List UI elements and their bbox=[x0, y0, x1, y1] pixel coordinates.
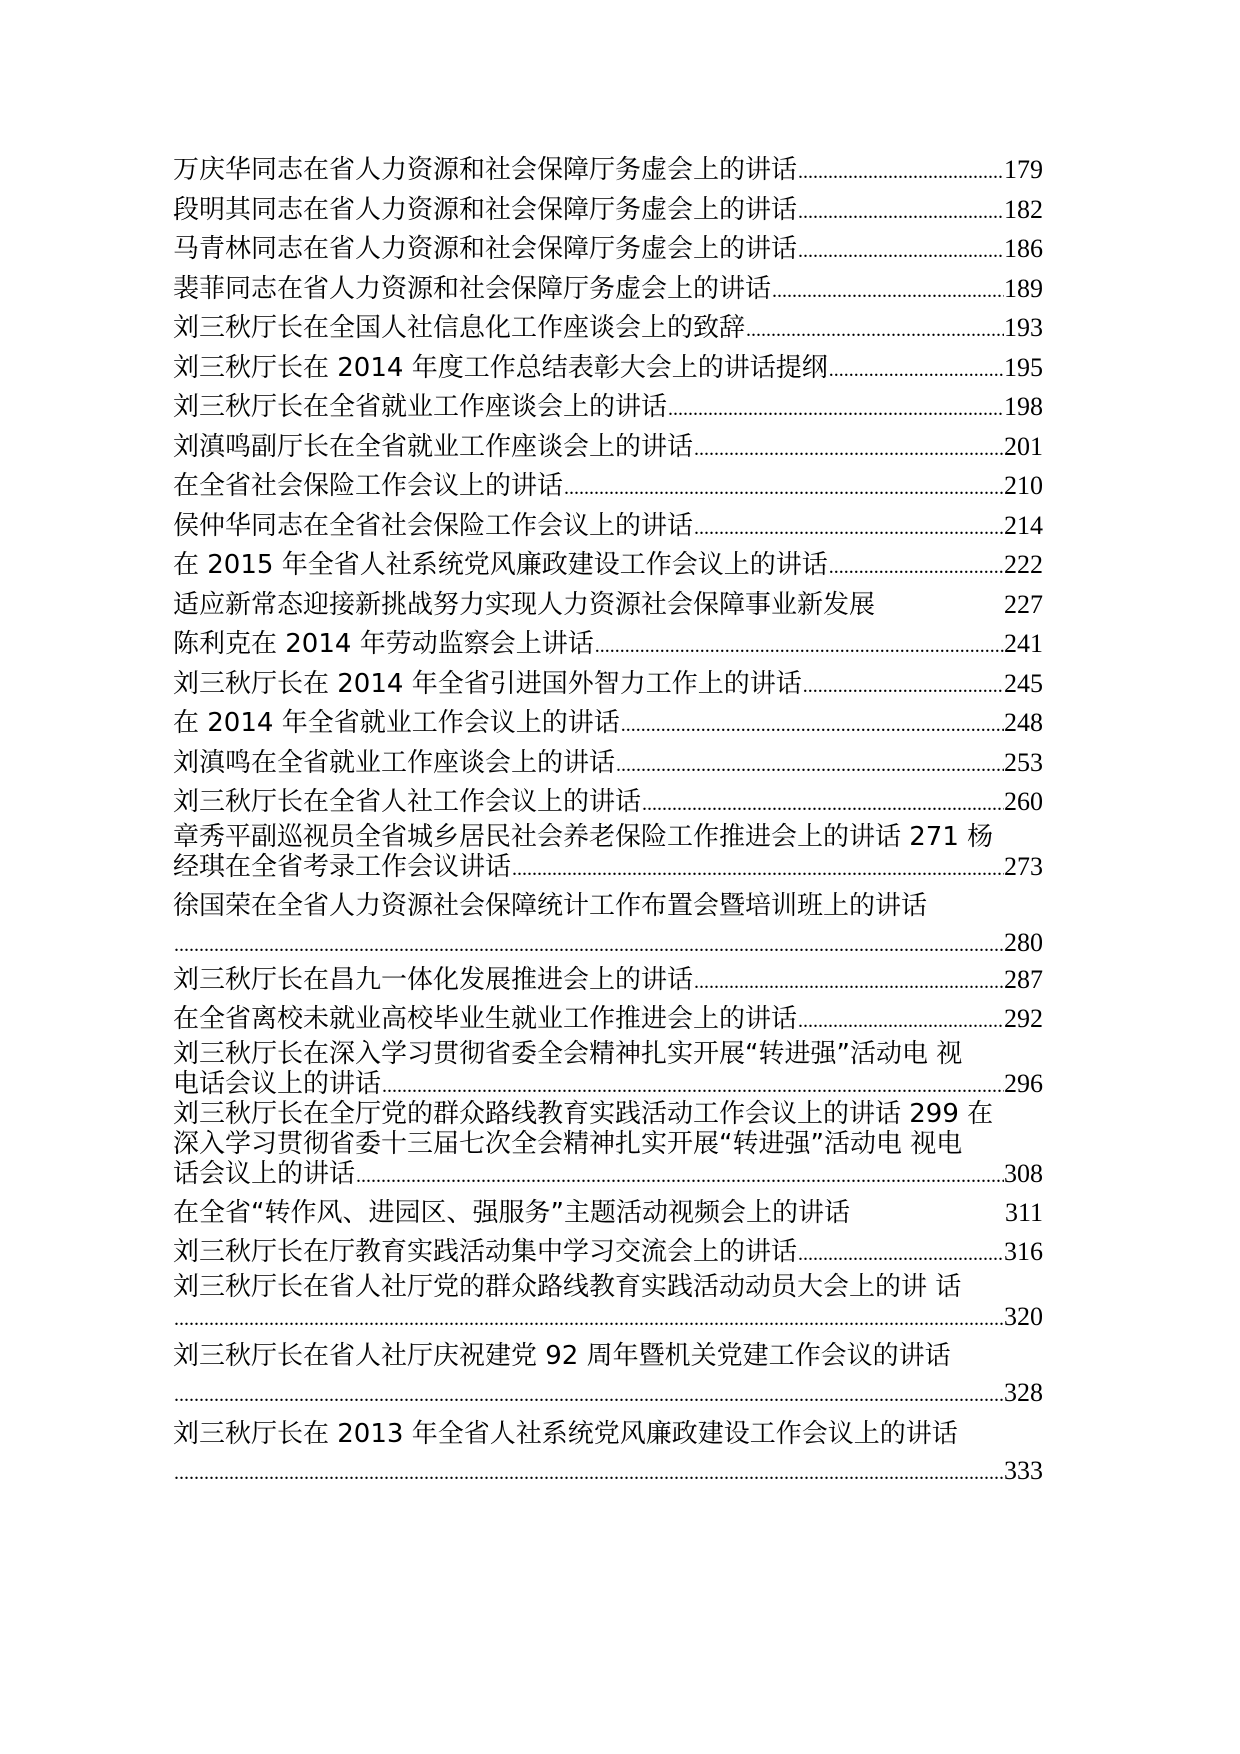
toc-entry-title: 话会议上的讲话 bbox=[173, 1158, 356, 1189]
toc-entry bbox=[173, 1099, 1043, 1129]
toc-entry-page: 193 bbox=[1004, 313, 1043, 342]
toc-entry-page: 195 bbox=[1004, 352, 1043, 382]
toc-entry bbox=[173, 1272, 1043, 1302]
toc-entry-title: 电话会议上的讲话 bbox=[173, 1068, 382, 1099]
toc-entry-title: 经琪在全省考录工作会议讲话 bbox=[173, 851, 512, 882]
toc-entry bbox=[173, 1159, 1043, 1189]
toc-entry-title: 刘三秋厅长在省人社厅庆祝建党 92 周年暨机关党建工作会议的讲话 bbox=[173, 1340, 951, 1371]
toc-entry-page: 287 bbox=[1004, 964, 1043, 994]
dot-leader bbox=[355, 1161, 1004, 1189]
toc-entry-page: 179 bbox=[1004, 155, 1043, 184]
toc-entry bbox=[173, 852, 1043, 882]
dot-leader bbox=[828, 351, 1004, 388]
toc-entry-page: 214 bbox=[1004, 510, 1043, 540]
toc-entry-page: 273 bbox=[1004, 851, 1043, 881]
toc-entry-title: 在全省离校未就业高校毕业生就业工作推进会上的讲话 bbox=[173, 1004, 798, 1034]
toc-entry bbox=[173, 1336, 1043, 1376]
toc-entry bbox=[173, 703, 1043, 743]
dot-leader bbox=[173, 1456, 1004, 1488]
toc-entry-title: 在 2014 年全省就业工作会议上的讲话 bbox=[173, 708, 620, 738]
dot-leader bbox=[797, 232, 1004, 269]
dot-leader bbox=[511, 854, 1004, 882]
toc-entry bbox=[173, 585, 1043, 625]
toc-entry-title: 刘三秋厅长在 2013 年全省人社系统党风廉政建设工作会议上的讲话 bbox=[173, 1418, 958, 1449]
toc-entry-page: 292 bbox=[1004, 1004, 1043, 1033]
dot-leader bbox=[693, 509, 1004, 546]
toc-entry bbox=[173, 822, 1043, 852]
toc-entry bbox=[173, 348, 1043, 388]
toc-entry bbox=[173, 664, 1043, 704]
toc-entry bbox=[173, 886, 1043, 926]
toc-entry-page: 201 bbox=[1004, 431, 1043, 461]
toc-entry-title: 在全省社会保险工作会议上的讲话 bbox=[173, 471, 564, 501]
toc-entry bbox=[173, 624, 1043, 664]
toc-entry-page: 280 bbox=[1004, 927, 1043, 957]
toc-entry-title: 刘三秋厅长在全省人社工作会议上的讲话 bbox=[173, 787, 642, 817]
toc-entry-title: 刘三秋厅长在昌九一体化发展推进会上的讲话 bbox=[173, 964, 694, 995]
toc-entry bbox=[173, 1129, 1043, 1159]
toc-entry-page: 198 bbox=[1004, 392, 1043, 421]
toc-entry-title: 刘滇鸣副厅长在全省就业工作座谈会上的讲话 bbox=[173, 431, 694, 462]
toc-entry-title: 陈利克在 2014 年劳动监察会上讲话 bbox=[173, 629, 594, 659]
toc-entry-page: 296 bbox=[1004, 1068, 1043, 1098]
toc-entry-page: 311 bbox=[1004, 1197, 1043, 1227]
toc-entry-title: 万庆华同志在省人力资源和社会保障厅务虚会上的讲话 bbox=[173, 155, 798, 185]
dot-leader bbox=[381, 1071, 1004, 1099]
toc-entry bbox=[173, 999, 1043, 1039]
toc-entry bbox=[173, 1232, 1043, 1272]
toc-entry-page: 260 bbox=[1004, 787, 1043, 816]
toc-entry-title: 侯仲华同志在全省社会保险工作会议上的讲话 bbox=[173, 510, 694, 541]
toc-entry-title: 刘三秋厅长在 2014 年全省引进国外智力工作上的讲话 bbox=[173, 668, 802, 699]
toc-entry-page: 328 bbox=[1004, 1377, 1043, 1407]
toc-entry bbox=[173, 1414, 1043, 1454]
toc-entry-title: 裴菲同志在省人力资源和社会保障厅务虚会上的讲话 bbox=[173, 273, 772, 304]
toc-entry-page: 182 bbox=[1004, 194, 1043, 224]
toc-entry-title: 在 2015 年全省人社系统党风廉政建设工作会议上的讲话 bbox=[173, 550, 828, 580]
toc-entry-title: 刘三秋厅长在深入学习贯彻省委全会精神扎实开展“转进强”活动电 视 bbox=[173, 1038, 963, 1069]
dot-leader bbox=[615, 746, 1004, 783]
table-of-contents bbox=[173, 150, 1043, 1488]
toc-entry bbox=[173, 150, 1043, 190]
toc-entry-title: 刘三秋厅长在全国人社信息化工作座谈会上的致辞 bbox=[173, 313, 746, 343]
toc-entry-title: 章秀平副巡视员全省城乡居民社会养老保险工作推进会上的讲话 271 杨 bbox=[173, 821, 994, 852]
dot-leader bbox=[797, 1235, 1004, 1272]
dot-leader bbox=[641, 785, 1004, 822]
toc-entry bbox=[173, 1039, 1043, 1069]
toc-entry-page: 333 bbox=[1004, 1455, 1043, 1485]
toc-entry bbox=[173, 506, 1043, 546]
dot-leader bbox=[173, 1304, 1004, 1332]
dot-leader bbox=[667, 390, 1004, 427]
toc-entry-title: 徐国荣在全省人力资源社会保障统计工作布置会暨培训班上的讲话 bbox=[173, 890, 928, 921]
toc-entry-page: 308 bbox=[1004, 1158, 1043, 1188]
toc-entry bbox=[173, 743, 1043, 783]
dot-leader bbox=[693, 963, 1004, 1000]
dot-leader bbox=[797, 1002, 1004, 1039]
toc-entry-page: 316 bbox=[1004, 1237, 1043, 1266]
dot-leader bbox=[173, 1378, 1004, 1410]
toc-entry-title: 马青林同志在省人力资源和社会保障厅务虚会上的讲话 bbox=[173, 234, 798, 264]
toc-entry-continuation bbox=[173, 1376, 1043, 1410]
toc-entry-page: 253 bbox=[1004, 747, 1043, 777]
toc-entry-page: 241 bbox=[1004, 629, 1043, 658]
toc-entry bbox=[173, 1069, 1043, 1099]
toc-entry-title: 在全省“转作风、进园区、强服务”主题活动视频会上的讲话 bbox=[173, 1197, 850, 1228]
toc-entry-continuation bbox=[173, 1454, 1043, 1488]
toc-entry-title: 深入学习贯彻省委十三届七次全会精神扎实开展“转进强”活动电 视电 bbox=[173, 1128, 963, 1159]
toc-entry bbox=[173, 269, 1043, 309]
toc-entry-continuation bbox=[173, 1302, 1043, 1332]
toc-entry-title: 适应新常态迎接新挑战努力实现人力资源社会保障事业新发展 bbox=[173, 589, 876, 620]
toc-entry-page: 248 bbox=[1004, 708, 1043, 737]
dot-leader bbox=[620, 706, 1004, 743]
toc-entry bbox=[173, 960, 1043, 1000]
toc-entry-title: 刘三秋厅长在省人社厅党的群众路线教育实践活动动员大会上的讲 话 bbox=[173, 1271, 962, 1302]
dot-leader bbox=[797, 153, 1004, 190]
toc-entry-continuation bbox=[173, 926, 1043, 960]
toc-entry-page: 320 bbox=[1004, 1301, 1043, 1331]
dot-leader bbox=[828, 548, 1004, 585]
dot-leader bbox=[771, 272, 1004, 309]
dot-leader bbox=[802, 667, 1004, 704]
dot-leader bbox=[797, 193, 1004, 230]
toc-entry-title: 刘三秋厅长在厅教育实践活动集中学习交流会上的讲话 bbox=[173, 1237, 798, 1267]
toc-entry-title: 刘三秋厅长在 2014 年度工作总结表彰大会上的讲话提纲 bbox=[173, 352, 828, 383]
toc-entry bbox=[173, 545, 1043, 585]
toc-entry-page: 186 bbox=[1004, 234, 1043, 263]
toc-entry bbox=[173, 229, 1043, 269]
toc-entry bbox=[173, 1193, 1043, 1233]
toc-entry bbox=[173, 387, 1043, 427]
toc-entry-page: 189 bbox=[1004, 273, 1043, 303]
toc-entry-title: 刘三秋厅长在全省就业工作座谈会上的讲话 bbox=[173, 392, 668, 422]
toc-entry-page: 227 bbox=[1004, 589, 1043, 619]
toc-entry bbox=[173, 466, 1043, 506]
dot-leader bbox=[745, 311, 1004, 348]
toc-entry-title: 刘滇鸣在全省就业工作座谈会上的讲话 bbox=[173, 747, 616, 778]
toc-entry-title: 刘三秋厅长在全厅党的群众路线教育实践活动工作会议上的讲话 299 在 bbox=[173, 1098, 994, 1129]
toc-entry bbox=[173, 190, 1043, 230]
toc-entry-title: 段明其同志在省人力资源和社会保障厅务虚会上的讲话 bbox=[173, 194, 798, 225]
toc-entry-page: 222 bbox=[1004, 550, 1043, 579]
toc-entry bbox=[173, 782, 1043, 822]
dot-leader bbox=[693, 430, 1004, 467]
toc-entry bbox=[173, 427, 1043, 467]
toc-entry bbox=[173, 308, 1043, 348]
dot-leader bbox=[563, 469, 1004, 506]
dot-leader bbox=[594, 627, 1004, 664]
toc-entry-page: 210 bbox=[1004, 471, 1043, 500]
toc-entry-page: 245 bbox=[1004, 668, 1043, 698]
dot-leader bbox=[173, 928, 1004, 960]
